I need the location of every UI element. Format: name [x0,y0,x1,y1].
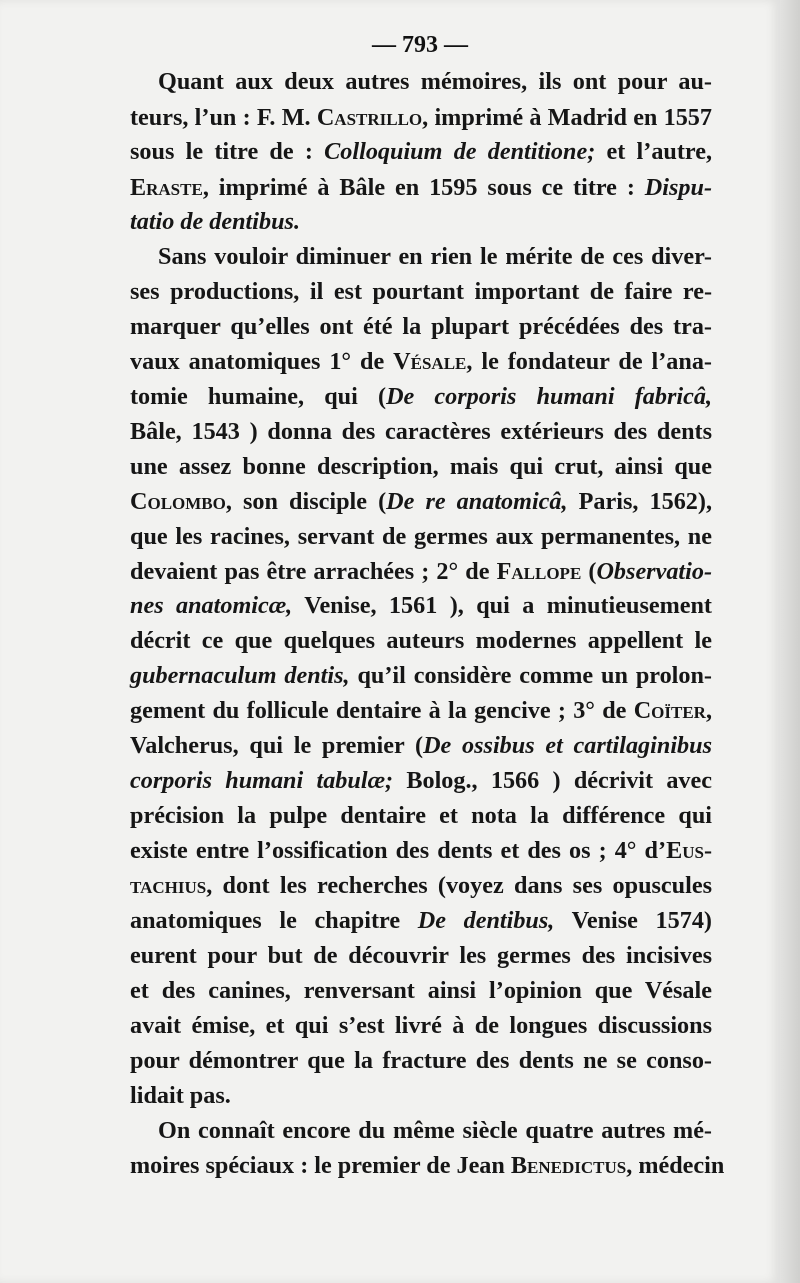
text-line [130,519,712,554]
text-line [130,903,712,938]
italic-run: De dentibus, [417,907,555,934]
text-run: une assez bonne description, mais qui crut, ainsi que [130,453,712,480]
text-line [130,728,712,763]
text-run: vaux anatomiques 1° de [130,348,394,375]
text-line [130,274,712,309]
small-caps-name: Eus- [666,837,712,864]
italic-run: nes anatomicæ, [130,592,293,619]
small-caps-name: Vésale [393,348,467,375]
page-number: — 793 — [372,32,468,58]
text-run: existe entre l’ossification des dents et des os ; 4° d’ [130,837,667,864]
text-line [130,64,712,99]
text-run: , [705,697,712,724]
text-line [130,134,712,169]
italic-run: gubernaculum dentis, [130,662,350,689]
text-line [130,484,712,519]
text-run: et des canines, renversant ainsi l’opinion que Vésale [130,977,712,1004]
small-caps-name: Benedictus [510,1152,627,1179]
text-line [130,1008,712,1043]
text-run: que les racines, servant de germes aux permanentes, ne [130,523,712,550]
text-line [130,344,712,379]
text-run: Venise, 1561 ), qui a minutieusement [292,592,712,619]
text-run: , le fondateur de l’ana- [466,348,712,375]
text-run: On connaît encore du même siècle quatre autres mé- [158,1117,712,1144]
small-caps-name: Eraste [130,174,203,201]
italic-run: tatio de dentibus. [130,208,300,235]
text-run: qu’il considère comme un prolon- [349,662,712,689]
italic-run: Observatio- [596,558,713,585]
text-run: et l’autre, [595,138,712,165]
text-run: Quant aux deux autres mémoires, ils ont pour au- [158,68,712,95]
text-run: eurent pour but de découvrir les germes des incisives [130,942,712,969]
text-run: Valcherus, qui le premier ( [130,732,424,759]
italic-run: corporis humani tabulæ; [130,767,394,794]
text-line [130,938,712,973]
text-line [130,1043,712,1078]
text-line [130,449,712,484]
small-caps-name: Fallope [496,558,582,585]
text-line [130,833,712,868]
text-run: moires spéciaux : le premier de Jean [130,1152,511,1179]
text-line [130,379,712,414]
text-run: lidait pas. [130,1082,231,1109]
text-run: sous le titre de : [130,138,325,165]
text-line [130,588,712,623]
text-line [130,798,712,833]
small-caps-name: Castrillo [316,104,423,131]
text-run: , imprimé à Madrid en 1557 [422,104,712,131]
text-line [130,763,712,798]
text-line [130,414,712,449]
text-run: Bolog., 1566 ) décrivit avec [393,767,712,794]
text-line [130,1113,712,1148]
text-run: pour démontrer que la fracture des dents ne se conso- [130,1047,712,1074]
text-run: gement du follicule dentaire à la gencive ; 3° de [130,697,634,724]
italic-run: Dispu- [644,174,712,201]
text-line [130,1148,725,1183]
text-line [130,239,712,274]
text-line [130,170,712,205]
text-run: anatomiques le chapitre [130,907,418,934]
text-line [130,100,712,135]
text-run: tomie humaine, qui ( [130,383,387,410]
text-run: Bâle, 1543 ) donna des caractères extérieurs des dents [130,418,712,445]
italic-run: Colloquium de dentitione; [324,138,596,165]
text-run: , dont les recherches (voyez dans ses opuscules [206,872,712,899]
text-run: décrit ce que quelques auteurs modernes appellent le [130,627,712,654]
text-run: , imprimé à Bâle en 1595 sous ce titre : [202,174,645,201]
text-line [130,658,712,693]
text-line [130,868,712,903]
text-run: teurs, l’un : F. M. [130,104,317,131]
small-caps-name: tachius [130,872,207,899]
text-run: avait émise, et qui s’est livré à de longues discussions [130,1012,712,1039]
small-caps-name: Colombo [130,488,226,515]
text-line [130,204,712,239]
text-run: ses productions, il est pourtant important de faire re- [130,278,712,305]
italic-run: De ossibus et cartilaginibus [423,732,712,759]
text-run: , médecin [626,1152,725,1179]
text-run: Venise 1574) [554,907,712,934]
text-line [130,554,712,589]
text-run: marquer qu’elles ont été la plupart précédées des tra- [130,313,712,340]
text-run: devaient pas être arrachées ; 2° de [130,558,497,585]
text-run: , son disciple ( [225,488,387,515]
text-run: précision la pulpe dentaire et nota la différence qui [130,802,712,829]
small-caps-name: Coïter [633,697,706,724]
text-line [130,1078,712,1113]
text-run: Sans vouloir diminuer en rien le mérite de ces diver- [158,243,712,270]
text-line [130,973,712,1008]
italic-run: De corporis humani fabricâ, [386,383,712,410]
italic-run: De re anatomicâ, [386,488,568,515]
text-line [130,309,712,344]
text-run: ( [581,558,597,585]
page-edge [780,0,800,1283]
text-line [130,623,712,658]
text-line [130,693,712,728]
text-run: Paris, 1562), [567,488,713,515]
